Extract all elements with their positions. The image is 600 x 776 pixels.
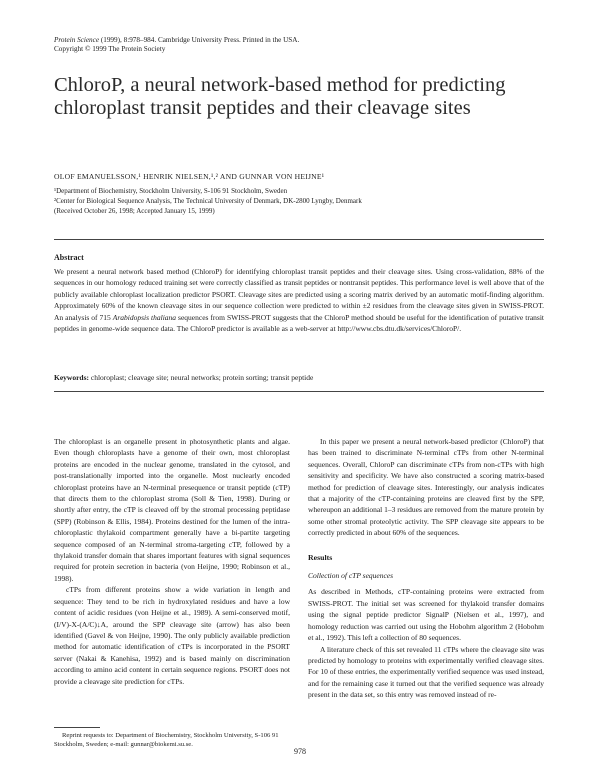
author-list: OLOF EMANUELSSON,¹ HENRIK NIELSEN,¹,² AND GUNNAR VON HEIJNE¹ — [54, 172, 325, 181]
footnote-rule — [54, 727, 100, 728]
results-paragraph-2: A literature check of this set revealed 11 cTPs where the cleavage site was predicted by homology to proteins with experimentally verified cleavage sites. For 10 of these entries, the experimentally verified sequence was used instead, and for the remaining case it turned out that the verified sequence was already present in the data set, so this entry was removed instead of re- — [308, 644, 544, 700]
journal-citation-rest: (1999), 8:978–984. Cambridge University Press. Printed in the USA. — [99, 36, 300, 44]
intro-paragraph-1: The chloroplast is an organelle present in photosynthetic plants and algae. Even though chloroplasts have a genome of their own, most chloroplast proteins are encoded in the nuclear genome, translated in the cytosol, and post-translationally imported into the organelle. Most nuclearly encoded chloroplast proteins have an N-terminal presequence or transit peptide (cTP) that directs them to the chloroplast stroma (Soll & Tien, 1998). During or shortly after entry, the cTP is cleaved off by the stromal processing peptidase (SPP) (Robinson & Ellis, 1984). Proteins destined for the lumen of the intra-chloroplastic thylakoid compartment generally have a bi-partite targeting sequence composed of an N-terminal stroma-targeting cTP, followed by a thylakoid transfer domain that shares important features with signal sequences required for protein secretion in bacteria (von Heijne, 1990; Robinson et al., 1998). — [54, 437, 290, 583]
abstract-text-part-2: sequences from SWISS-PROT suggests that the ChloroP method should be useful for the identification of putative transit peptides in genome-wide sequence data. The ChloroP predictor is available as a web-server at http://www.cbs.dtu.dk/services/ChloroP/. — [54, 312, 544, 334]
reprint-footnote: Reprint requests to: Department of Biochemistry, Stockholm University, S-106 91 Stockholm, Sweden; e-mail: gunnar@biokemi.su.se. — [54, 732, 279, 749]
keywords-text: chloroplast; cleavage site; neural networks; protein sorting; transit peptide — [89, 373, 314, 382]
intro-paragraph-2: cTPs from different proteins show a wide variation in length and sequence: They tend to be rich in hydroxylated residues and have a low content of acidic residues (von Heijne et al., 1989). A semi-conserved motif, (I/V)-X-(A/C)↓A, around the SPP cleavage site (arrow) has also been identified (Gavel & von Heijne, 1990). The only publicly available prediction method for automatic identification of cTPs is incorporated in the PSORT server (Nakai & Kanehisa, 1992) and is based mainly on discrimination according to amino acid content in certain sequence regions. PSORT does not provide a cleavage site prediction for cTPs. — [54, 585, 290, 686]
keywords-label: Keywords: — [54, 373, 89, 382]
affiliation-1: ¹Department of Biochemistry, Stockholm University, S-106 91 Stockholm, Sweden — [54, 187, 288, 195]
abstract-top-rule — [54, 239, 544, 240]
affiliation-2: ²Center for Biological Sequence Analysis, The Technical University of Denmark, DK-2800 Lyngby, Denmark — [54, 197, 362, 206]
results-heading: Results — [308, 552, 333, 562]
copyright-line: Copyright © 1999 The Protein Society — [54, 45, 166, 53]
abstract-species: Arabidopsis thaliana — [112, 312, 177, 322]
journal-header — [54, 36, 474, 54]
affiliations — [54, 186, 362, 206]
right-column — [308, 436, 544, 701]
intro-paragraph-3: In this paper we present a neural network-based predictor (ChloroP) that has been trained to discriminate N-terminal cTPs from other N-terminal sequences. Overall, ChloroP can discriminate cTPs from non-cTPs with high sensitivity and specificity. We have also constructed a scoring matrix-based method for prediction of cleavage sites. Interestingly, our analysis indicates that a majority of the cTP-containing proteins are cleaved first by the SPP, whereupon an additional 1–3 residues are removed from the mature protein by some other stromal proteolytic activity. The SPP cleavage site appears to be correctly predicted in about 60% of the sequences. — [308, 437, 544, 538]
abstract-heading: Abstract — [54, 253, 84, 262]
journal-name: Protein Science — [54, 36, 100, 44]
results-subheading: Collection of cTP sequences — [308, 571, 394, 581]
keywords-line — [54, 373, 313, 382]
journal-citation — [54, 36, 474, 45]
page-number: 978 — [294, 747, 306, 756]
results-paragraph-1: As described in Methods, cTP-containing proteins were extracted from SWISS-PROT. The initial set was screened for thylakoid transfer domains using the signal peptide predictor SignalP (Nielsen et al., 1997), and homology reduction was carried out using the Hobohm algorithm 2 (Hobohm et al., 1992). This left a collection of 80 sequences. — [308, 587, 544, 643]
abstract-bottom-rule — [54, 391, 544, 392]
received-dates: (Received October 26, 1998; Accepted January 15, 1999) — [54, 207, 215, 215]
left-column — [54, 436, 290, 687]
abstract-text-part-1: We present a neural network based method (ChloroP) for identifying chloroplast transit peptides and their cleavage sites. Using cross-validation, 88% of the sequences in our homology reduced training set were correctly classified as transit peptides or nontransit peptides. This performance level is well above that of the publicly available chloroplast localization predictor PSORT. Cleavage sites are predicted using a scoring matrix derived by an automatic motif-finding algorithm. Approximately 60% of the known cleavage sites in our sequence collection were predicted to within ±2 residues from the cleavage sites given in SWISS-PROT. An analysis of 715 — [54, 267, 544, 322]
article-title: ChloroP, a neural network-based method for predicting chloroplast transit peptides and their cleavage sites — [54, 74, 506, 119]
abstract-text — [54, 266, 544, 334]
